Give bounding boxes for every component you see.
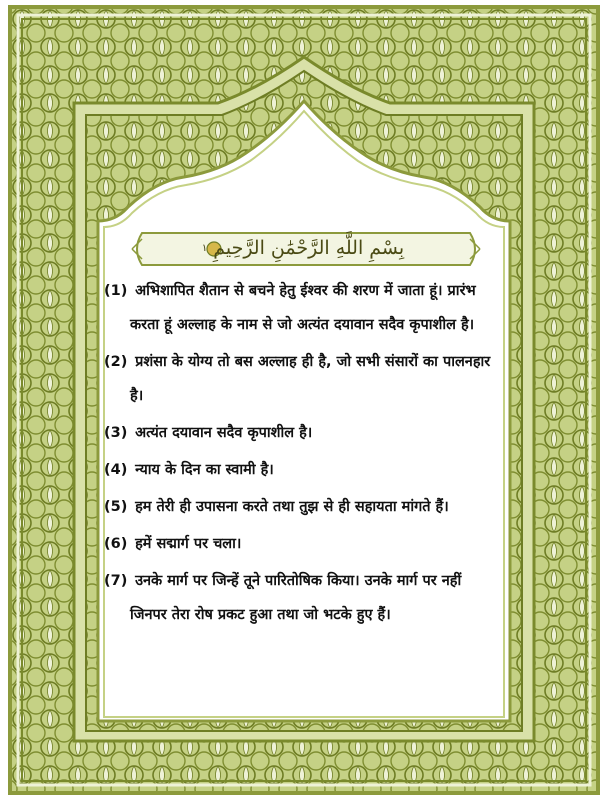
verse-text: प्रशंसा के योग्य तो बस अल्लाह ही है, जो सभी संसारों का पालनहार है। (130, 354, 491, 404)
verse-text: अभिशापित शैतान से बचने हेतु ईश्वर की शरण में जाता हूं। प्रारंभ करता हूं अल्लाह के नाम से जो अत्यंत दयावान सदैव कृपाशील है। (130, 283, 476, 333)
verse-roundel-label: ١ (201, 242, 208, 254)
verse-number: (7) (104, 573, 128, 589)
verse-text: न्याय के दिन का स्वामी है। (135, 462, 274, 478)
verse-5 (104, 490, 496, 524)
verse-number: (6) (104, 536, 128, 552)
verse-number: (5) (104, 499, 128, 515)
verse-text: हम तेरी ही उपासना करते तथा तुझ से ही सहायता मांगते हैं। (135, 499, 449, 515)
verse-number: (2) (104, 354, 128, 370)
verse-2 (104, 345, 496, 413)
verse-3 (104, 416, 496, 450)
bismillah-header (138, 232, 468, 264)
verse-text: उनके मार्ग पर जिन्हें तूने पारितोषिक किया। उनके मार्ग पर नहीं जिनपर तेरा रोष प्रकट हुआ तथा जो भटके हुए हैं। (130, 573, 462, 623)
verse-4 (104, 453, 496, 487)
verse-text: अत्यंत दयावान सदैव कृपाशील है। (135, 425, 313, 441)
verse-number: (1) (104, 283, 128, 299)
verse-6 (104, 527, 496, 561)
verse-list (104, 274, 496, 635)
verse-number: (4) (104, 462, 128, 478)
verse-1 (104, 274, 496, 342)
verse-number: (3) (104, 425, 128, 441)
verse-text: हमें सद्मार्ग पर चला। (135, 536, 242, 552)
verse-7 (104, 564, 496, 632)
bismillah-text: بِسْمِ اللَّهِ الرَّحْمَٰنِ الرَّحِيمِ (213, 237, 405, 259)
